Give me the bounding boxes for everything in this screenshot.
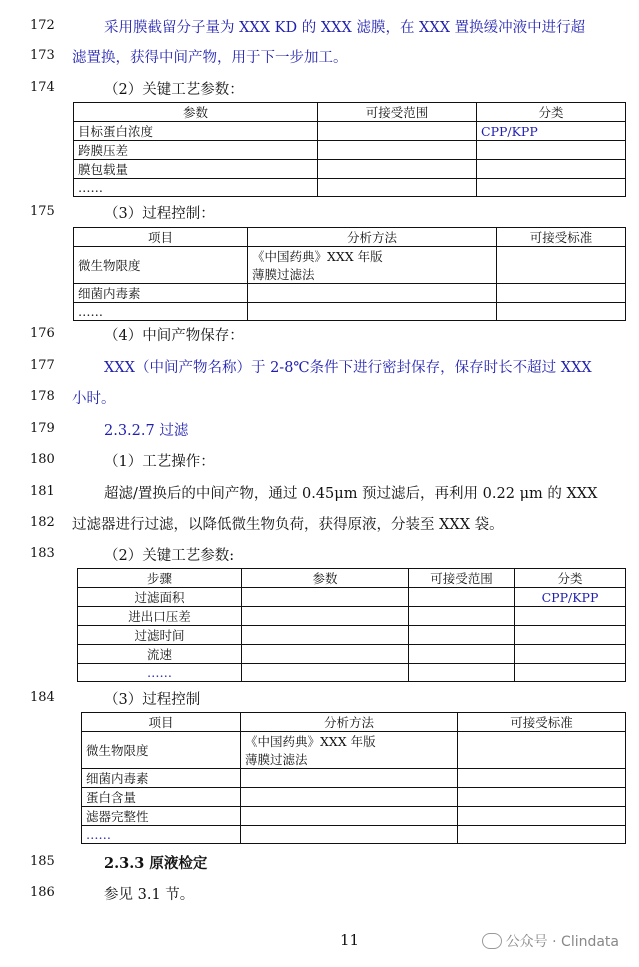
table-cell: 蛋白含量: [82, 788, 241, 807]
table-cell: 进出口压差: [78, 607, 242, 626]
table-header: 可接受范围: [318, 103, 477, 122]
line-number: 181: [30, 484, 55, 499]
line-number: 175: [30, 204, 55, 219]
table-cell: ……: [78, 664, 242, 682]
line-number: 186: [30, 885, 55, 900]
table-cell: 滤器完整性: [82, 807, 241, 826]
line-number: 176: [30, 326, 55, 341]
line-number: 185: [30, 854, 55, 869]
table-header: 参数: [74, 103, 318, 122]
line-number: 174: [30, 80, 55, 95]
table-row: [74, 160, 626, 179]
table-row: [74, 303, 626, 321]
watermark-text: 公众号 · Clindata: [505, 934, 619, 950]
table-row: [78, 588, 626, 607]
section-heading: （2）关键工艺参数:: [104, 548, 235, 564]
table-row: [78, 607, 626, 626]
table-cell: ……: [82, 826, 241, 844]
paragraph-line: 采用膜截留分子量为 XXX KD 的 XXX 滤膜，在 XXX 置换缓冲液中进行超: [104, 20, 586, 36]
paragraph-line: 超滤/置换后的中间产物，通过 0.45μm 预过滤后，再利用 0.22 μm 的 XXX: [104, 486, 598, 502]
subsection-title: 2.3.2.7 过滤: [104, 423, 189, 439]
table-row: [74, 179, 626, 197]
table-cell: 跨膜压差: [74, 141, 318, 160]
wechat-icon: [482, 933, 502, 949]
paragraph-line: XXX（中间产物名称）于 2-8℃条件下进行密封保存，保存时长不超过 XXX: [104, 360, 592, 376]
process-control-table: [73, 227, 626, 321]
table-header: 项目: [74, 228, 248, 247]
line-number: 173: [30, 48, 55, 63]
table-cell: 膜包载量: [74, 160, 318, 179]
table-row: [78, 664, 626, 682]
table-row: [82, 826, 626, 844]
table-cell: CPP/KPP: [515, 588, 626, 607]
method-line: 薄膜过滤法: [245, 752, 308, 767]
line-number: 182: [30, 515, 55, 530]
table-row: [74, 284, 626, 303]
table-cell: CPP/KPP: [477, 122, 626, 141]
section-heading: （3）过程控制：: [104, 206, 215, 222]
table-header: 分类: [515, 569, 626, 588]
line-number: 177: [30, 358, 55, 373]
table-header: 可接受标准: [458, 713, 626, 732]
table-cell: ……: [74, 179, 318, 197]
paragraph-line: 过滤器进行过滤，以降低微生物负荷，获得原液，分装至 XXX 袋。: [72, 517, 504, 533]
section-heading: （4）中间产物保存：: [104, 328, 244, 344]
table-row: [82, 769, 626, 788]
table-cell: 过滤时间: [78, 626, 242, 645]
paragraph-line: 参见 3.1 节。: [104, 887, 195, 903]
table-row: [82, 807, 626, 826]
table-row: [82, 788, 626, 807]
section-heading: （3）过程控制: [104, 692, 201, 708]
method-line: 《中国药典》XXX 年版: [245, 734, 376, 749]
table-header: 分析方法: [248, 228, 497, 247]
line-number: 180: [30, 452, 55, 467]
filtration-parameters-table: [77, 568, 626, 682]
line-number: 172: [30, 18, 55, 33]
method-line: 《中国药典》XXX 年版: [252, 249, 383, 264]
line-number: 179: [30, 421, 55, 436]
table-row: [78, 645, 626, 664]
table-row: [74, 247, 626, 284]
line-number: 178: [30, 389, 55, 404]
table-cell: ……: [74, 303, 248, 321]
table-row: [74, 141, 626, 160]
table-header: 分析方法: [241, 713, 458, 732]
section-title: 2.3.3 原液检定: [104, 855, 208, 872]
table-header: 可接受范围: [409, 569, 515, 588]
table-header: 可接受标准: [497, 228, 626, 247]
line-number: 183: [30, 546, 55, 561]
table-row: [78, 626, 626, 645]
table-cell: 细菌内毒素: [74, 284, 248, 303]
table-cell: 过滤面积: [78, 588, 242, 607]
filtration-control-table: [81, 712, 626, 844]
table-header: 参数: [242, 569, 409, 588]
table-row: [82, 732, 626, 769]
table-cell: 细菌内毒素: [82, 769, 241, 788]
table-row: [74, 122, 626, 141]
section-heading: （2）关键工艺参数：: [104, 82, 244, 98]
section-heading: （1）工艺操作：: [104, 454, 215, 470]
table-cell: 目标蛋白浓度: [74, 122, 318, 141]
paragraph-line: 小时。: [72, 391, 116, 407]
table-cell: 流速: [78, 645, 242, 664]
table-cell: 微生物限度: [82, 732, 241, 769]
table-cell: 微生物限度: [74, 247, 248, 284]
method-line: 薄膜过滤法: [252, 267, 315, 282]
line-number: 184: [30, 690, 55, 705]
table-header: 分类: [477, 103, 626, 122]
table-header: 项目: [82, 713, 241, 732]
paragraph-line: 滤置换，获得中间产物，用于下一步加工。: [72, 50, 348, 66]
table-header: 步骤: [78, 569, 242, 588]
page-number: 11: [340, 931, 360, 949]
watermark: [482, 931, 619, 951]
key-process-parameters-table: [73, 102, 626, 197]
